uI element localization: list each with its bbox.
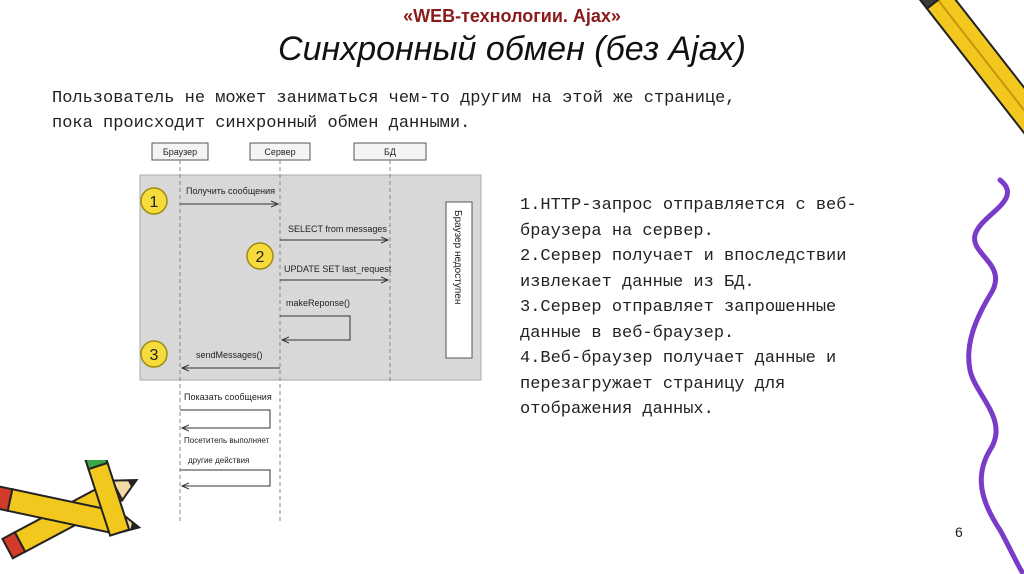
steps-line: перезагружает страницу для bbox=[520, 374, 786, 394]
steps-line: 3.Сервер отправляет запрошенные bbox=[520, 298, 837, 317]
msg-other-label-2: другие действия bbox=[188, 456, 250, 465]
steps-line: браузера на сервер. bbox=[520, 221, 714, 241]
steps-line: 2.Сервер получает и впоследствии bbox=[520, 247, 847, 266]
msg-show-arrow bbox=[180, 410, 270, 428]
step-marker-2-label: 2 bbox=[255, 249, 265, 266]
msg-get-label: Получить сообщения bbox=[186, 186, 276, 196]
steps-line: 1.HTTP-запрос отправляется с веб- bbox=[520, 196, 857, 215]
blocking-band bbox=[140, 175, 481, 380]
pencil-decoration-right bbox=[850, 0, 1024, 574]
msg-select-label: SELECT from messages bbox=[288, 224, 387, 234]
slide-title: Синхронный обмен (без Ajax) bbox=[278, 30, 746, 68]
lifeline-label-browser: Браузер bbox=[162, 147, 198, 157]
slide-subtitle: «WEB-технологии. Ajax» bbox=[403, 6, 621, 26]
lifeline-label-server: Сервер bbox=[264, 147, 296, 157]
intro-line-1: Пользователь не может заниматься чем-то другим на этой же странице, bbox=[52, 89, 736, 108]
intro-line-2: пока происходит синхронный обмен данными. bbox=[52, 114, 471, 133]
lifeline-label-db: БД bbox=[383, 147, 397, 157]
steps-line: отображения данных. bbox=[520, 400, 714, 419]
msg-update-label: UPDATE SET last_request bbox=[284, 264, 392, 274]
page-number: 6 bbox=[955, 524, 963, 540]
steps-line: извлекает данные из БД. bbox=[520, 272, 755, 292]
msg-other-arrow bbox=[180, 470, 270, 486]
intro-text bbox=[52, 86, 932, 136]
steps-line: данные в веб-браузер. bbox=[520, 323, 735, 343]
msg-make-label: makeReponse() bbox=[286, 298, 351, 308]
purple-squiggle bbox=[969, 180, 1022, 572]
steps-line: 4.Веб-браузер получает данные и bbox=[520, 349, 837, 368]
pencil-icon bbox=[916, 0, 1024, 195]
pencils-decoration-left bbox=[0, 460, 150, 574]
msg-send-label: sendMessages() bbox=[196, 350, 263, 360]
msg-other-label-1: Посетитель выполняет bbox=[184, 436, 270, 445]
sequence-diagram bbox=[130, 138, 490, 528]
msg-show-label: Показать сообщения bbox=[184, 392, 272, 402]
step-marker-1-label: 1 bbox=[149, 194, 159, 211]
step-marker-3-label: 3 bbox=[149, 347, 159, 364]
browser-unavailable-label: Браузер недоступен bbox=[452, 210, 463, 305]
